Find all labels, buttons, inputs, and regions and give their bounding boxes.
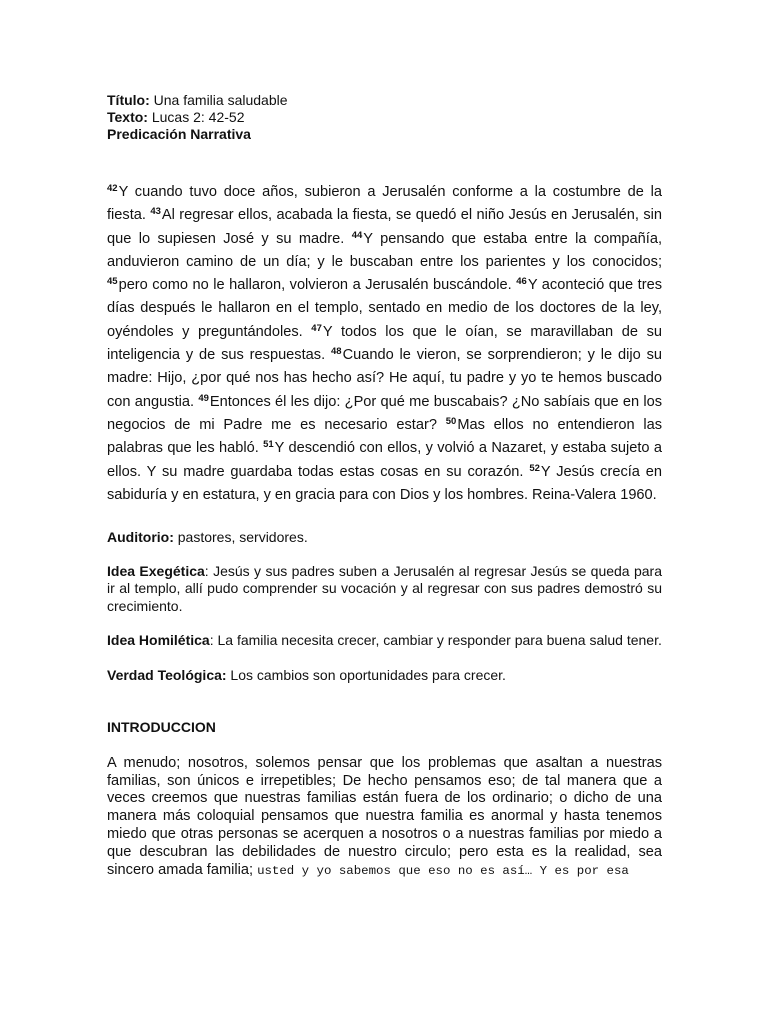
sermon-type: Predicación Narrativa	[107, 126, 251, 142]
title-line	[107, 92, 662, 109]
verse-text: Mas ellos no entendieron las palabras que les habló.	[107, 416, 662, 457]
auditorio-label: Auditorio:	[107, 529, 174, 546]
verse-text: Y todos los que le oían, se maravillaban de su inteligencia y de sus respuestas.	[107, 323, 663, 364]
sermon-type-line	[107, 126, 662, 143]
text-reference-label: Texto:	[107, 109, 148, 125]
verse-number: 47	[311, 322, 322, 334]
verse-number: 44	[351, 229, 363, 241]
auditorio-section	[107, 529, 662, 547]
introduction-heading: INTRODUCCION	[107, 718, 216, 735]
verse-text: Y descendió con ellos, y volvió a Nazaret, y estaba sujeto a ellos. Y su madre guardaba todas estas cosas en su corazón.	[107, 440, 662, 480]
title-value: Una familia saludable	[149, 92, 288, 108]
introduction-paragraph	[107, 755, 662, 881]
verse-number: 50	[445, 415, 457, 427]
text-reference-line	[107, 109, 662, 126]
theological-truth-label: Verdad Teológica:	[107, 667, 227, 684]
exegetical-idea-section	[107, 563, 662, 616]
homiletic-idea-label: Idea Homilética	[107, 631, 210, 648]
auditorio-text: pastores, servidores.	[173, 529, 308, 546]
verse-number: 51	[263, 439, 274, 451]
verse-text: Entonces él les dijo: ¿Por qué me buscabais? ¿No sabíais que en los negocios de mi Padre me es necesario estar?	[107, 393, 662, 433]
text-reference-value: Lucas 2: 42-52	[147, 109, 245, 125]
verse-number: 42	[107, 183, 118, 194]
verse-text: Y aconteció que tres días después le hallaron en el templo, sentado en medio de los doctores de la ley, oyéndoles y preguntándoles.	[107, 277, 662, 340]
verse-number: 43	[150, 206, 161, 218]
verse-text: Y cuando tuvo doce años, subieron a Jerusalén conforme a la costumbre de la fiesta.	[107, 184, 662, 224]
verse-number: 45	[107, 276, 118, 288]
verse-text: pero como no le hallaron, volvieron a Jerusalén buscándole.	[118, 277, 517, 294]
homiletic-idea-text: : La familia necesita crecer, cambiar y responder para buena salud tener.	[209, 631, 662, 648]
homiletic-idea-section	[107, 632, 662, 650]
verse-text: Y Jesús crecía en sabiduría y en estatura, y en gracia para con Dios y los hombres. Reina-Valera 1960.	[107, 463, 663, 503]
verse-number: 48	[330, 346, 342, 358]
scripture-passage	[107, 181, 662, 507]
theological-truth-section	[107, 667, 662, 685]
introduction-text: A menudo; nosotros, solemos pensar que los problemas que asaltan a nuestras familias, son únicos e irrepetibles; De hecho pensamos eso; de tal manera que a veces creemos que nuestras familias están fuera de los ordinario; o dicho de una manera más coloquial pensamos que nuestra familia es anormal y hasta tenemos miedo que otras personas se acerquen a nosotros o a nuestras familias por miedo a que descubran las debilidades de nuestro circulo; pero esta es la realidad, sea sincero amada familia;	[107, 754, 662, 878]
introduction-tail-text: usted y yo sabemos que eso no es así… Y es por esa	[257, 863, 629, 878]
verse-text: Y pensando que estaba entre la compañía, anduvieron camino de un día; y le buscaban entre los parientes y los conocidos;	[107, 230, 663, 270]
theological-truth-text: Los cambios son oportunidades para crecer.	[226, 667, 506, 684]
title-label: Título:	[107, 92, 150, 108]
verse-number: 49	[198, 392, 209, 404]
document-body	[107, 92, 662, 880]
exegetical-idea-text: : Jesús y sus padres suben a Jerusalén al regresar Jesús se queda para ir al templo, allí pudo comprender su vocación y al regresar con sus padres demostró su crecimiento.	[107, 562, 663, 614]
exegetical-idea-label: Idea Exegética	[107, 562, 205, 579]
verse-number: 52	[529, 462, 540, 474]
verse-text: Cuando le vieron, se sorprendieron; y le dijo su madre: Hijo, ¿por qué nos has hecho así? He aquí, tu padre y yo te hemos buscado con angustia.	[107, 347, 662, 410]
verse-text: Al regresar ellos, acabada la fiesta, se quedó el niño Jesús en Jerusalén, sin que lo supiesen José y su madre.	[107, 207, 662, 247]
verse-number: 46	[516, 276, 527, 288]
